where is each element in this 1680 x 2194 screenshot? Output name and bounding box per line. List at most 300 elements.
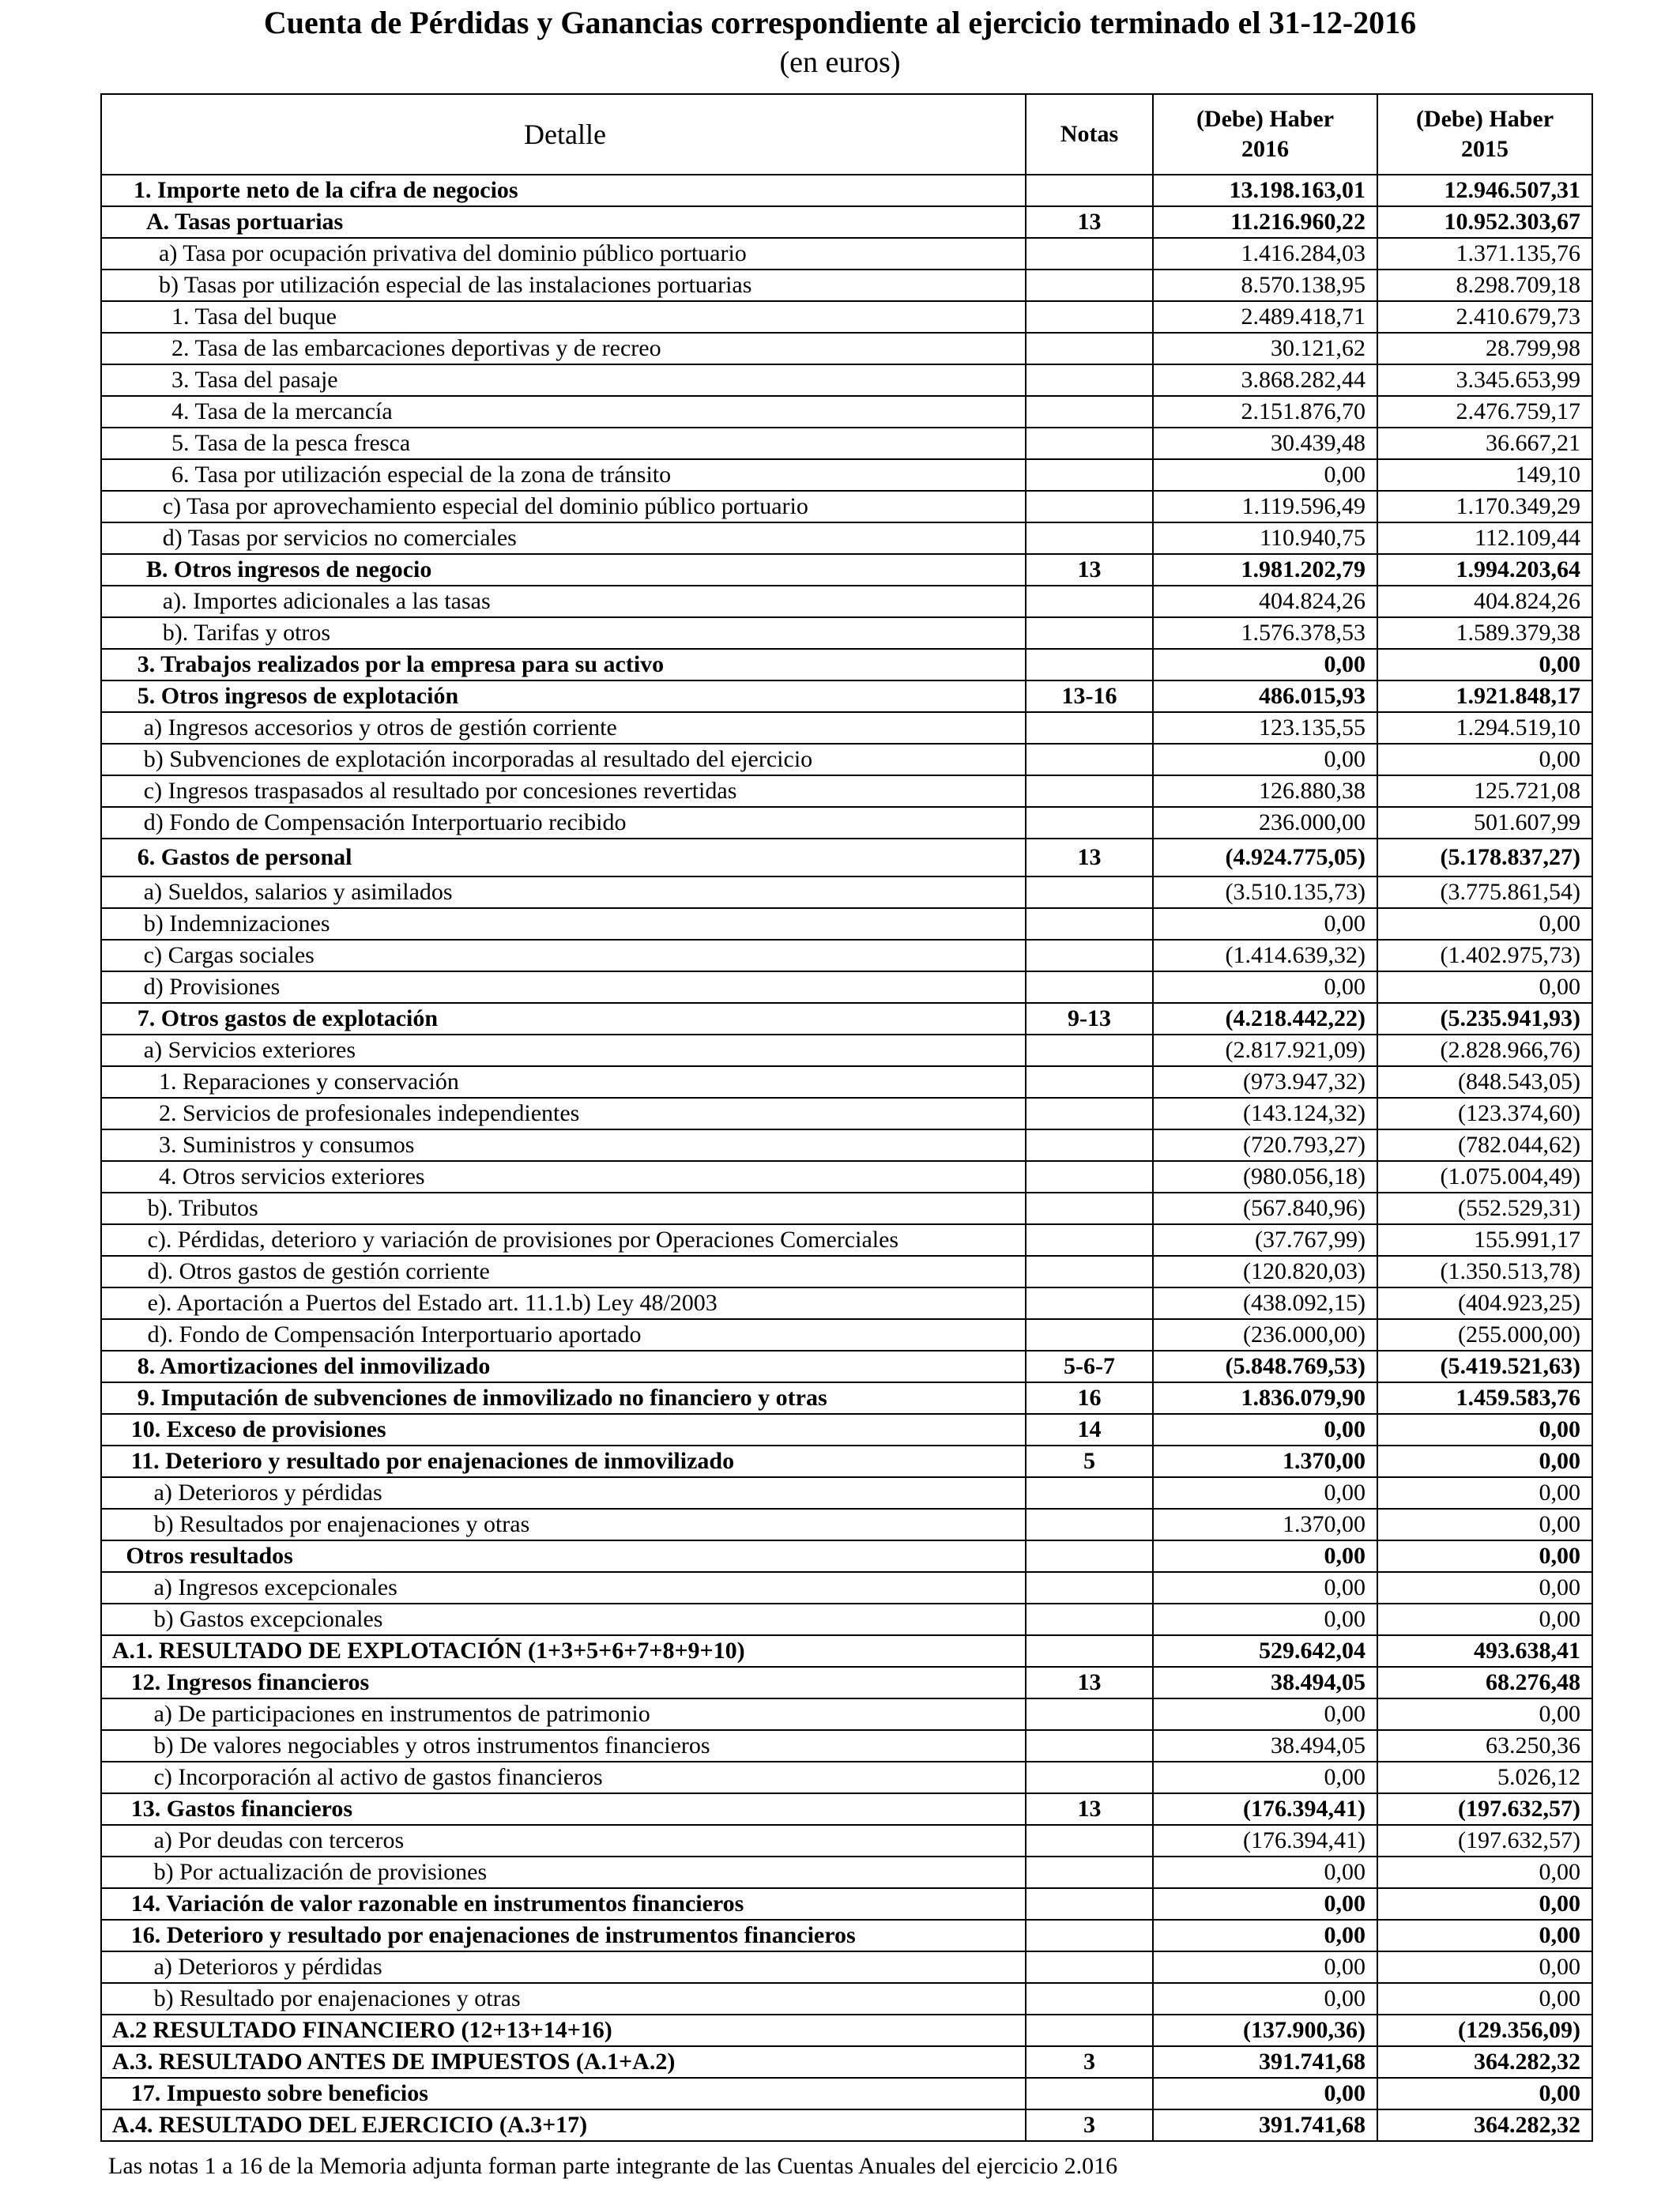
row-value-2015: 8.298.709,18: [1377, 270, 1592, 301]
row-value-2015: 0,00: [1377, 649, 1592, 680]
row-value-2016: 0,00: [1153, 1414, 1377, 1446]
table-row: [101, 2015, 1592, 2046]
row-label: 6. Gastos de personal: [101, 839, 1026, 876]
table-row: [101, 428, 1592, 459]
row-value-2016: 0,00: [1153, 1604, 1377, 1635]
table-header-row: [101, 94, 1592, 175]
table-row: [101, 1635, 1592, 1667]
row-value-2016: (1.414.639,32): [1153, 940, 1377, 971]
row-value-2016: 0,00: [1153, 1572, 1377, 1604]
row-value-2015: 1.170.349,29: [1377, 491, 1592, 522]
row-value-2015: 68.276,48: [1377, 1667, 1592, 1698]
table-row: [101, 1477, 1592, 1509]
row-label: 2. Servicios de profesionales independientes: [101, 1098, 1026, 1129]
row-value-2015: 112.109,44: [1377, 522, 1592, 554]
table-row: [101, 1604, 1592, 1635]
table-row: [101, 617, 1592, 649]
row-value-2015: (5.178.837,27): [1377, 839, 1592, 876]
row-value-2016: 1.119.596,49: [1153, 491, 1377, 522]
row-label: b) De valores negociables y otros instrumentos financieros: [101, 1730, 1026, 1762]
row-value-2015: 493.638,41: [1377, 1635, 1592, 1667]
row-notes: [1026, 1698, 1153, 1730]
table-row: [101, 1572, 1592, 1604]
row-label: Otros resultados: [101, 1540, 1026, 1572]
row-notes: [1026, 1825, 1153, 1857]
table-row: [101, 1667, 1592, 1698]
row-label: 5. Tasa de la pesca fresca: [101, 428, 1026, 459]
row-value-2015: 0,00: [1377, 1414, 1592, 1446]
row-label: b) Resultados por enajenaciones y otras: [101, 1509, 1026, 1540]
row-value-2015: (552.529,31): [1377, 1193, 1592, 1224]
row-value-2016: 0,00: [1153, 1920, 1377, 1951]
table-row: [101, 206, 1592, 238]
table-row: [101, 175, 1592, 206]
row-label: a) Ingresos excepcionales: [101, 1572, 1026, 1604]
row-notes: 14: [1026, 1414, 1153, 1446]
row-label: c). Pérdidas, deterioro y variación de provisiones por Operaciones Comerciales: [101, 1224, 1026, 1256]
row-value-2015: 36.667,21: [1377, 428, 1592, 459]
row-value-2015: 3.345.653,99: [1377, 364, 1592, 396]
row-label: 1. Tasa del buque: [101, 301, 1026, 333]
table-row: [101, 301, 1592, 333]
row-notes: [1026, 807, 1153, 839]
row-value-2016: (4.218.442,22): [1153, 1003, 1377, 1035]
table-row: [101, 712, 1592, 744]
row-label: d). Otros gastos de gestión corriente: [101, 1256, 1026, 1287]
row-value-2016: (5.848.769,53): [1153, 1351, 1377, 1382]
table-row: [101, 1920, 1592, 1951]
row-value-2015: (3.775.861,54): [1377, 876, 1592, 908]
footnote: Las notas 1 a 16 de la Memoria adjunta forman parte integrante de las Cuentas Anuales del ejercicio 2.016: [108, 2153, 1118, 2179]
row-notes: [1026, 1951, 1153, 1983]
row-notes: [1026, 876, 1153, 908]
row-label: a) Tasa por ocupación privativa del dominio público portuario: [101, 238, 1026, 270]
table-row: [101, 491, 1592, 522]
row-value-2016: 0,00: [1153, 649, 1377, 680]
row-value-2016: 1.370,00: [1153, 1446, 1377, 1477]
row-label: A.2 RESULTADO FINANCIERO (12+13+14+16): [101, 2015, 1026, 2046]
row-label: b) Resultado por enajenaciones y otras: [101, 1983, 1026, 2015]
row-label: A.4. RESULTADO DEL EJERCICIO (A.3+17): [101, 2109, 1026, 2141]
row-notes: [1026, 1224, 1153, 1256]
row-notes: [1026, 333, 1153, 364]
row-value-2015: (1.402.975,73): [1377, 940, 1592, 971]
row-label: 3. Trabajos realizados por la empresa para su activo: [101, 649, 1026, 680]
table-row: [101, 1951, 1592, 1983]
table-row: [101, 364, 1592, 396]
row-value-2016: 391.741,68: [1153, 2109, 1377, 2141]
row-notes: [1026, 2015, 1153, 2046]
row-value-2015: 149,10: [1377, 459, 1592, 491]
row-notes: [1026, 1857, 1153, 1888]
row-label: c) Incorporación al activo de gastos financieros: [101, 1762, 1026, 1793]
table-row: [101, 554, 1592, 586]
header-2015: (Debe) Haber 2015: [1377, 94, 1592, 175]
row-value-2016: 110.940,75: [1153, 522, 1377, 554]
row-notes: [1026, 175, 1153, 206]
row-value-2016: 2.489.418,71: [1153, 301, 1377, 333]
row-value-2016: (236.000,00): [1153, 1319, 1377, 1351]
row-notes: [1026, 1193, 1153, 1224]
table-row: [101, 775, 1592, 807]
row-value-2015: 0,00: [1377, 1920, 1592, 1951]
row-value-2016: 486.015,93: [1153, 680, 1377, 712]
table-row: [101, 744, 1592, 775]
row-notes: [1026, 1066, 1153, 1098]
row-value-2015: 1.459.583,76: [1377, 1382, 1592, 1414]
row-value-2015: (782.044,62): [1377, 1129, 1592, 1161]
table-row: [101, 238, 1592, 270]
row-value-2015: 5.026,12: [1377, 1762, 1592, 1793]
row-label: d) Provisiones: [101, 971, 1026, 1003]
row-label: a) Sueldos, salarios y asimilados: [101, 876, 1026, 908]
row-value-2015: (255.000,00): [1377, 1319, 1592, 1351]
table-row: [101, 1319, 1592, 1351]
table-row: [101, 1825, 1592, 1857]
row-label: A.3. RESULTADO ANTES DE IMPUESTOS (A.1+A.2): [101, 2046, 1026, 2078]
row-notes: [1026, 364, 1153, 396]
row-value-2016: (143.124,32): [1153, 1098, 1377, 1129]
row-notes: 13: [1026, 206, 1153, 238]
row-label: d) Tasas por servicios no comerciales: [101, 522, 1026, 554]
row-value-2015: 364.282,32: [1377, 2046, 1592, 2078]
row-value-2015: 0,00: [1377, 744, 1592, 775]
row-label: 3. Tasa del pasaje: [101, 364, 1026, 396]
row-value-2015: 0,00: [1377, 1857, 1592, 1888]
row-label: a) De participaciones en instrumentos de patrimonio: [101, 1698, 1026, 1730]
row-value-2016: 30.121,62: [1153, 333, 1377, 364]
row-label: 1. Reparaciones y conservación: [101, 1066, 1026, 1098]
row-notes: [1026, 1509, 1153, 1540]
row-value-2016: 0,00: [1153, 1477, 1377, 1509]
row-value-2015: (197.632,57): [1377, 1793, 1592, 1825]
row-notes: [1026, 1920, 1153, 1951]
row-notes: [1026, 1319, 1153, 1351]
row-label: a) Deterioros y pérdidas: [101, 1477, 1026, 1509]
row-notes: 5: [1026, 1446, 1153, 1477]
table-row: [101, 908, 1592, 940]
row-label: 1. Importe neto de la cifra de negocios: [101, 175, 1026, 206]
row-value-2016: 13.198.163,01: [1153, 175, 1377, 206]
table-row: [101, 839, 1592, 876]
row-value-2016: 1.576.378,53: [1153, 617, 1377, 649]
row-label: b) Por actualización de provisiones: [101, 1857, 1026, 1888]
row-value-2016: 1.981.202,79: [1153, 554, 1377, 586]
row-notes: [1026, 1477, 1153, 1509]
row-value-2015: (129.356,09): [1377, 2015, 1592, 2046]
row-notes: [1026, 586, 1153, 617]
row-value-2015: (123.374,60): [1377, 1098, 1592, 1129]
table-row: [101, 396, 1592, 428]
row-value-2015: 0,00: [1377, 1698, 1592, 1730]
table-row: [101, 1540, 1592, 1572]
row-value-2015: 0,00: [1377, 1446, 1592, 1477]
row-value-2016: (3.510.135,73): [1153, 876, 1377, 908]
row-notes: [1026, 1161, 1153, 1193]
row-value-2016: 0,00: [1153, 1540, 1377, 1572]
row-label: 9. Imputación de subvenciones de inmovilizado no financiero y otras: [101, 1382, 1026, 1414]
row-label: a) Deterioros y pérdidas: [101, 1951, 1026, 1983]
row-value-2016: 38.494,05: [1153, 1730, 1377, 1762]
row-value-2015: 0,00: [1377, 1951, 1592, 1983]
row-value-2015: 0,00: [1377, 971, 1592, 1003]
row-value-2016: 1.370,00: [1153, 1509, 1377, 1540]
row-label: c) Tasa por aprovechamiento especial del dominio público portuario: [101, 491, 1026, 522]
row-label: 4. Tasa de la mercancía: [101, 396, 1026, 428]
row-value-2016: 391.741,68: [1153, 2046, 1377, 2078]
row-value-2016: 1.836.079,90: [1153, 1382, 1377, 1414]
table-row: [101, 1224, 1592, 1256]
row-label: 4. Otros servicios exteriores: [101, 1161, 1026, 1193]
row-label: 3. Suministros y consumos: [101, 1129, 1026, 1161]
table-row: [101, 971, 1592, 1003]
row-notes: [1026, 1635, 1153, 1667]
row-value-2016: 236.000,00: [1153, 807, 1377, 839]
row-value-2015: 2.476.759,17: [1377, 396, 1592, 428]
row-notes: [1026, 1572, 1153, 1604]
row-value-2016: 0,00: [1153, 1762, 1377, 1793]
row-label: 8. Amortizaciones del inmovilizado: [101, 1351, 1026, 1382]
row-value-2015: 1.589.379,38: [1377, 617, 1592, 649]
table-row: [101, 1857, 1592, 1888]
row-value-2016: 11.216.960,22: [1153, 206, 1377, 238]
row-value-2015: (848.543,05): [1377, 1066, 1592, 1098]
row-value-2016: 2.151.876,70: [1153, 396, 1377, 428]
row-notes: [1026, 1762, 1153, 1793]
row-notes: [1026, 1604, 1153, 1635]
row-value-2016: 0,00: [1153, 1698, 1377, 1730]
table-row: [101, 1098, 1592, 1129]
row-value-2016: 0,00: [1153, 1888, 1377, 1920]
row-value-2015: 0,00: [1377, 1540, 1592, 1572]
row-notes: 16: [1026, 1382, 1153, 1414]
row-value-2015: (404.923,25): [1377, 1287, 1592, 1319]
row-notes: 3: [1026, 2109, 1153, 2141]
row-label: d) Fondo de Compensación Interportuario recibido: [101, 807, 1026, 839]
table-row: [101, 2078, 1592, 2109]
table-row: [101, 1066, 1592, 1098]
row-value-2015: 0,00: [1377, 1983, 1592, 2015]
table-row: [101, 1793, 1592, 1825]
table-row: [101, 1983, 1592, 2015]
row-value-2016: (720.793,27): [1153, 1129, 1377, 1161]
row-value-2016: (2.817.921,09): [1153, 1035, 1377, 1066]
table-row: [101, 1509, 1592, 1540]
row-notes: [1026, 459, 1153, 491]
table-row: [101, 1129, 1592, 1161]
row-notes: [1026, 940, 1153, 971]
row-notes: [1026, 775, 1153, 807]
row-label: 16. Deterioro y resultado por enajenaciones de instrumentos financieros: [101, 1920, 1026, 1951]
row-notes: [1026, 301, 1153, 333]
row-label: B. Otros ingresos de negocio: [101, 554, 1026, 586]
table-row: [101, 1161, 1592, 1193]
row-value-2016: 30.439,48: [1153, 428, 1377, 459]
table-row: [101, 459, 1592, 491]
row-value-2015: 10.952.303,67: [1377, 206, 1592, 238]
row-label: 14. Variación de valor razonable en instrumentos financieros: [101, 1888, 1026, 1920]
table-row: [101, 1256, 1592, 1287]
row-label: b). Tarifas y otros: [101, 617, 1026, 649]
table-row: [101, 807, 1592, 839]
table-row: [101, 1193, 1592, 1224]
row-value-2015: 1.294.519,10: [1377, 712, 1592, 744]
row-value-2015: 0,00: [1377, 1572, 1592, 1604]
row-label: b). Tributos: [101, 1193, 1026, 1224]
row-value-2015: (197.632,57): [1377, 1825, 1592, 1857]
row-value-2016: 0,00: [1153, 1951, 1377, 1983]
income-statement-table: [100, 93, 1593, 2142]
row-notes: [1026, 2078, 1153, 2109]
row-value-2015: 125.721,08: [1377, 775, 1592, 807]
row-value-2015: 0,00: [1377, 1604, 1592, 1635]
row-notes: 13: [1026, 1793, 1153, 1825]
row-value-2016: 529.642,04: [1153, 1635, 1377, 1667]
row-notes: 13: [1026, 839, 1153, 876]
row-notes: [1026, 1540, 1153, 1572]
row-label: 13. Gastos financieros: [101, 1793, 1026, 1825]
header-2016: (Debe) Haber 2016: [1153, 94, 1377, 175]
row-label: a). Importes adicionales a las tasas: [101, 586, 1026, 617]
row-value-2015: (1.075.004,49): [1377, 1161, 1592, 1193]
row-notes: [1026, 649, 1153, 680]
table-row: [101, 1003, 1592, 1035]
row-notes: [1026, 238, 1153, 270]
row-value-2016: (4.924.775,05): [1153, 839, 1377, 876]
table-row: [101, 1287, 1592, 1319]
row-value-2016: (980.056,18): [1153, 1161, 1377, 1193]
table-row: [101, 333, 1592, 364]
row-value-2015: (1.350.513,78): [1377, 1256, 1592, 1287]
row-notes: [1026, 1888, 1153, 1920]
row-label: 6. Tasa por utilización especial de la zona de tránsito: [101, 459, 1026, 491]
table-row: [101, 940, 1592, 971]
row-label: b) Gastos excepcionales: [101, 1604, 1026, 1635]
row-value-2015: 404.824,26: [1377, 586, 1592, 617]
row-value-2015: 0,00: [1377, 1477, 1592, 1509]
row-value-2016: (973.947,32): [1153, 1066, 1377, 1098]
row-label: 10. Exceso de provisiones: [101, 1414, 1026, 1446]
table-row: [101, 2046, 1592, 2078]
row-notes: 13: [1026, 1667, 1153, 1698]
row-notes: [1026, 1129, 1153, 1161]
row-value-2016: (438.092,15): [1153, 1287, 1377, 1319]
table-row: [101, 2109, 1592, 2141]
row-value-2016: (137.900,36): [1153, 2015, 1377, 2046]
row-notes: 13-16: [1026, 680, 1153, 712]
table-row: [101, 1446, 1592, 1477]
row-value-2016: 0,00: [1153, 744, 1377, 775]
row-label: 12. Ingresos financieros: [101, 1667, 1026, 1698]
row-value-2015: (5.235.941,93): [1377, 1003, 1592, 1035]
row-label: b) Indemnizaciones: [101, 908, 1026, 940]
row-value-2016: 0,00: [1153, 971, 1377, 1003]
row-value-2015: 0,00: [1377, 908, 1592, 940]
table-row: [101, 586, 1592, 617]
row-notes: [1026, 617, 1153, 649]
table-row: [101, 1382, 1592, 1414]
row-notes: [1026, 908, 1153, 940]
row-value-2016: 3.868.282,44: [1153, 364, 1377, 396]
row-value-2016: 126.880,38: [1153, 775, 1377, 807]
row-notes: [1026, 270, 1153, 301]
row-notes: [1026, 744, 1153, 775]
row-value-2015: 63.250,36: [1377, 1730, 1592, 1762]
table-row: [101, 270, 1592, 301]
row-label: A.1. RESULTADO DE EXPLOTACIÓN (1+3+5+6+7+8+9+10): [101, 1635, 1026, 1667]
table-row: [101, 1414, 1592, 1446]
page-subtitle: (en euros): [779, 46, 901, 79]
row-notes: 3: [1026, 2046, 1153, 2078]
row-value-2015: 1.921.848,17: [1377, 680, 1592, 712]
row-label: c) Cargas sociales: [101, 940, 1026, 971]
table-row: [101, 1762, 1592, 1793]
row-value-2016: 1.416.284,03: [1153, 238, 1377, 270]
row-value-2016: 0,00: [1153, 459, 1377, 491]
page-title: Cuenta de Pérdidas y Ganancias correspondiente al ejercicio terminado el 31-12-2016: [263, 5, 1417, 40]
row-value-2015: 2.410.679,73: [1377, 301, 1592, 333]
table-row: [101, 1351, 1592, 1382]
row-value-2016: (120.820,03): [1153, 1256, 1377, 1287]
row-value-2015: 364.282,32: [1377, 2109, 1592, 2141]
table-row: [101, 522, 1592, 554]
row-notes: [1026, 428, 1153, 459]
row-label: A. Tasas portuarias: [101, 206, 1026, 238]
row-notes: [1026, 522, 1153, 554]
row-value-2016: 38.494,05: [1153, 1667, 1377, 1698]
row-notes: [1026, 1098, 1153, 1129]
table-row: [101, 1698, 1592, 1730]
row-value-2015: (5.419.521,63): [1377, 1351, 1592, 1382]
row-label: c) Ingresos traspasados al resultado por concesiones revertidas: [101, 775, 1026, 807]
row-label: a) Por deudas con terceros: [101, 1825, 1026, 1857]
row-notes: [1026, 1035, 1153, 1066]
row-value-2015: 501.607,99: [1377, 807, 1592, 839]
row-value-2015: 28.799,98: [1377, 333, 1592, 364]
row-label: a) Ingresos accesorios y otros de gestión corriente: [101, 712, 1026, 744]
row-label: 11. Deterioro y resultado por enajenaciones de inmovilizado: [101, 1446, 1026, 1477]
table-row: [101, 1730, 1592, 1762]
row-label: 2. Tasa de las embarcaciones deportivas y de recreo: [101, 333, 1026, 364]
row-value-2016: 0,00: [1153, 2078, 1377, 2109]
header-notas: Notas: [1026, 94, 1153, 175]
row-value-2016: 8.570.138,95: [1153, 270, 1377, 301]
row-label: a) Servicios exteriores: [101, 1035, 1026, 1066]
row-value-2016: 0,00: [1153, 1983, 1377, 2015]
row-value-2015: 1.994.203,64: [1377, 554, 1592, 586]
row-value-2016: 0,00: [1153, 1857, 1377, 1888]
row-notes: [1026, 491, 1153, 522]
row-notes: [1026, 1287, 1153, 1319]
row-label: d). Fondo de Compensación Interportuario aportado: [101, 1319, 1026, 1351]
row-notes: [1026, 396, 1153, 428]
row-value-2016: 0,00: [1153, 908, 1377, 940]
row-value-2015: 1.371.135,76: [1377, 238, 1592, 270]
row-notes: 9-13: [1026, 1003, 1153, 1035]
row-value-2015: 0,00: [1377, 1509, 1592, 1540]
row-label: b) Subvenciones de explotación incorporadas al resultado del ejercicio: [101, 744, 1026, 775]
row-notes: [1026, 712, 1153, 744]
table-row: [101, 876, 1592, 908]
table-row: [101, 1035, 1592, 1066]
row-notes: [1026, 1256, 1153, 1287]
row-label: e). Aportación a Puertos del Estado art. 11.1.b) Ley 48/2003: [101, 1287, 1026, 1319]
table-row: [101, 680, 1592, 712]
row-value-2015: 12.946.507,31: [1377, 175, 1592, 206]
header-detalle: Detalle: [101, 94, 1026, 175]
row-value-2015: 0,00: [1377, 1888, 1592, 1920]
table-row: [101, 1888, 1592, 1920]
